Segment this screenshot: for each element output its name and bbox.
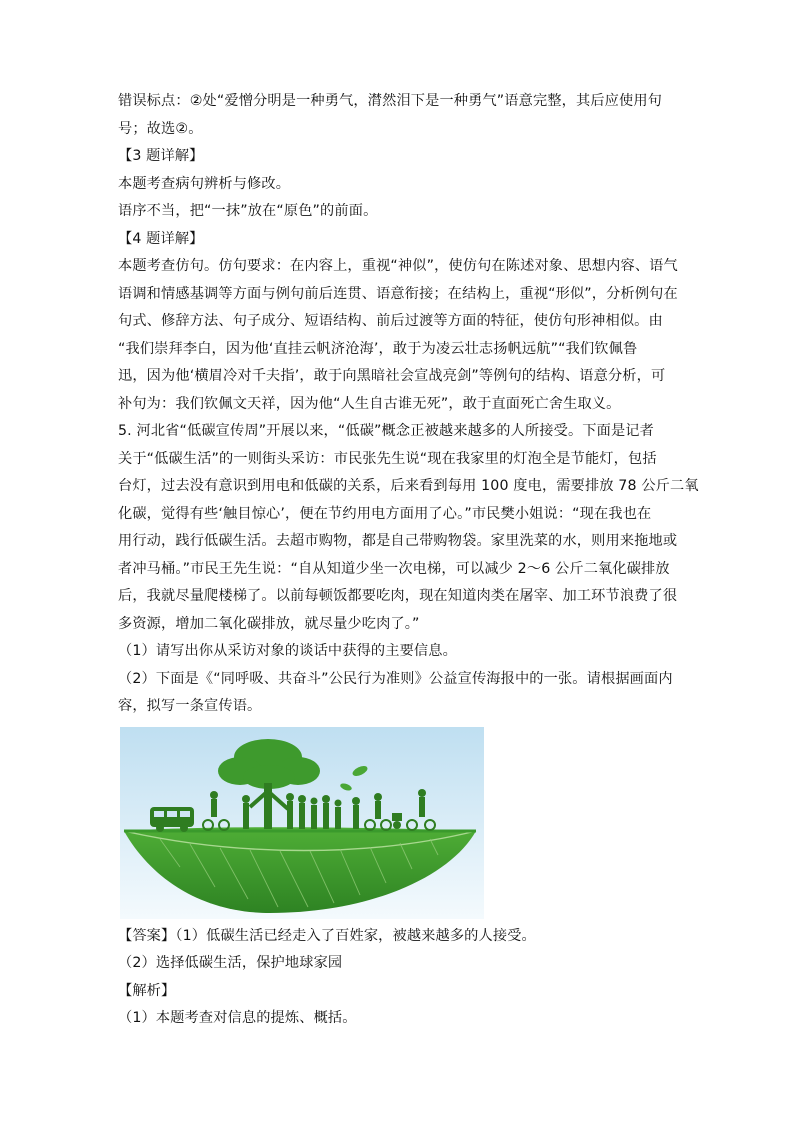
leaf-illustration [120,727,484,919]
text-line: （2）下面是《“同呼吸、共奋斗”公民行为准则》公益宣传海报中的一张。请根据画面内 [118,670,673,687]
text-line: 本题考查病句辨析与修改。 [118,175,291,192]
text-line: 本题考查仿句。仿句要求：在内容上，重视“神似”，使仿句在陈述对象、思想内容、语气 [118,258,678,274]
text-block-top [118,88,699,721]
low-carbon-poster-image [120,727,484,919]
text-line: 容，拟写一条宣传语。 [118,698,262,714]
text-line: 语序不当，把“一抹”放在“原色”的前面。 [118,203,378,219]
text-line: 台灯，过去没有意识到用电和低碳的关系，后来看到每用 100 度电，需要排放 78 公斤二氧 [118,478,699,494]
text-line: 号；故选②。 [118,120,203,137]
text-line: 5. 河北省“低碳宣传周”开展以来，“低碳”概念正被越来越多的人所接受。下面是记者 [118,423,654,439]
text-line: 关于“低碳生活”的一则街头采访：市民张先生说“现在我家里的灯泡全是节能灯，包括 [118,450,657,467]
answer-line: （2）选择低碳生活，保护地球家园 [118,955,343,971]
text-line: 【4 题详解】 [118,230,204,247]
answer-line: 【答案】（1）低碳生活已经走入了百姓家，被越来越多的人接受。 [118,927,536,944]
text-line: 者冲马桶。”市民王先生说：“自从知道少坐一次电梯，可以减少 2～6 公斤二氧化碳排放 [118,560,670,577]
text-line: 多资源，增加二氧化碳排放，就尽量少吃肉了。” [118,615,420,632]
text-line: 错误标点：②处“爱憎分明是一种勇气，潸然泪下是一种勇气”语意完整，其后应使用句 [118,93,663,109]
document-page [118,88,699,1033]
text-block-bottom [118,923,680,1033]
text-line: 语调和情感基调等方面与例句前后连贯、语意衔接；在结构上，重视“形似”，分析例句在 [118,285,678,302]
text-line: 补句为：我们钦佩文天祥，因为他“人生自古谁无死”，敢于直面死亡舍生取义。 [118,395,621,412]
text-line: 句式、修辞方法、句子成分、短语结构、前后过渡等方面的特征，使仿句形神相似。由 [118,313,663,329]
text-line: 迅，因为他‘横眉冷对千夫指’，敢于向黑暗社会宣战亮剑”等例句的结构、语意分析，可 [118,368,666,384]
answer-line: （1）本题考查对信息的提炼、概括。 [118,1010,357,1026]
text-line: “我们崇拜李白，因为他‘直挂云帆济沧海’，敢于为凌云壮志扬帆远航”“我们钦佩鲁 [118,340,638,357]
text-line: 后，我就尽量爬楼梯了。以前每顿饭都要吃肉，现在知道肉类在屠宰、加工环节浪费了很 [118,588,678,604]
text-line: 化碳，觉得有些‘触目惊心’，便在节约用电方面用了心。”市民樊小姐说：“现在我也在 [118,505,652,522]
answer-line: 【解析】 [118,982,176,999]
text-line: （1）请写出你从采访对象的谈话中获得的主要信息。 [118,643,457,659]
text-line: 【3 题详解】 [118,148,204,164]
text-line: 用行动，践行低碳生活。去超市购物，都是自己带购物袋。家里洗菜的水，则用来拖地或 [118,533,678,549]
